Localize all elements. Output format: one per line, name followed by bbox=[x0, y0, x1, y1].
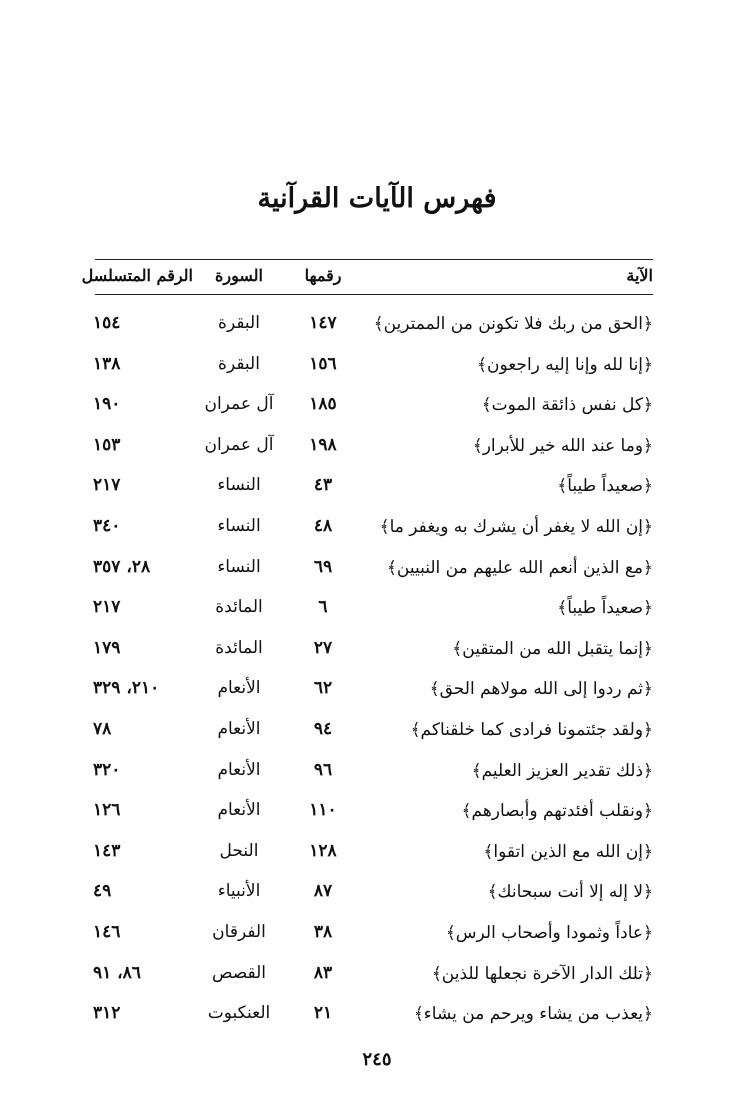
table-row bbox=[95, 712, 653, 752]
serial-number-cell: ١٧٩ bbox=[93, 637, 121, 658]
table-row bbox=[95, 956, 653, 996]
ayah-cell: ﴿إنما يتقبل الله من المتقين﴾ bbox=[452, 638, 653, 659]
serial-number-cell: ٨٦، ٩١ bbox=[93, 962, 141, 983]
table-body bbox=[95, 306, 653, 1026]
table-row bbox=[95, 631, 653, 671]
ayah-number-cell: ٣٨ bbox=[313, 922, 333, 942]
header-surah: السورة bbox=[215, 266, 263, 285]
table-row bbox=[95, 834, 653, 874]
ayah-cell: ﴿إن الله مع الذين اتقوا﴾ bbox=[483, 841, 653, 862]
surah-cell: الأنعام bbox=[217, 678, 261, 699]
surah-cell: العنكبوت bbox=[207, 1003, 271, 1024]
serial-number-cell: ٤٩ bbox=[93, 881, 112, 902]
serial-number-cell: ٣٢٠ bbox=[93, 759, 121, 780]
surah-cell: الأنبياء bbox=[217, 881, 261, 902]
ayah-number-cell: ١١٠ bbox=[309, 800, 337, 821]
table-row bbox=[95, 428, 653, 468]
ayah-cell: ﴿تلك الدار الآخرة نجعلها للذين﴾ bbox=[431, 963, 653, 984]
surah-cell: المائدة bbox=[215, 597, 263, 618]
serial-number-cell: ٣١٢ bbox=[93, 1003, 121, 1024]
table-row bbox=[95, 468, 653, 508]
surah-cell: الأنعام bbox=[217, 719, 261, 739]
serial-number-cell: ١٤٣ bbox=[93, 840, 121, 861]
ayah-number-cell: ١٥٦ bbox=[309, 353, 337, 374]
table-row bbox=[95, 915, 653, 955]
ayah-cell: ﴿وما عند الله خير للأبرار﴾ bbox=[472, 435, 653, 456]
ayah-cell: ﴿يعذب من يشاء ويرحم من يشاء﴾ bbox=[413, 1004, 653, 1025]
ayah-number-cell: ١٢٨ bbox=[309, 840, 337, 861]
serial-number-cell: ٢٨، ٣٥٧ bbox=[93, 556, 151, 577]
surah-cell: آل عمران bbox=[204, 434, 274, 455]
header-ayah: الآية bbox=[626, 266, 653, 285]
ayah-cell: ﴿الحق من ربك فلا تكونن من الممترين﴾ bbox=[373, 314, 653, 334]
ayah-cell: ﴿مع الذين أنعم الله عليهم من النبيين﴾ bbox=[386, 557, 653, 578]
table-row bbox=[95, 874, 653, 914]
ayah-cell: ﴿ولقد جئتمونا فرادى كما خلقناكم﴾ bbox=[410, 720, 653, 740]
ayah-number-cell: ٩٤ bbox=[313, 719, 333, 739]
serial-number-cell: ٣٤٠ bbox=[93, 516, 121, 536]
page-title: فهرس الآيات القرآنية bbox=[257, 183, 497, 214]
ayah-number-cell: ٤٣ bbox=[313, 475, 333, 496]
page-number: ٢٤٥ bbox=[362, 1049, 392, 1070]
table-row bbox=[95, 509, 653, 549]
ayah-number-cell: ١٤٧ bbox=[309, 313, 337, 333]
serial-number-cell: ٧٨ bbox=[93, 719, 112, 739]
table-row bbox=[95, 306, 653, 346]
ayah-cell: ﴿كل نفس ذائقة الموت﴾ bbox=[481, 395, 653, 416]
surah-cell: البقرة bbox=[218, 353, 260, 374]
surah-cell: القصص bbox=[211, 962, 267, 983]
ayah-cell: ﴿إن الله لا يغفر أن يشرك به ويغفر ما﴾ bbox=[379, 517, 653, 537]
header-serial: الرقم المتسلسل bbox=[81, 266, 193, 285]
serial-number-cell: ٢١٠، ٣٢٩ bbox=[93, 678, 160, 699]
header-number: رقمها bbox=[304, 266, 342, 285]
ayah-cell: ﴿ذلك تقدير العزيز العليم﴾ bbox=[471, 760, 653, 781]
serial-number-cell: ١٣٨ bbox=[93, 353, 121, 374]
surah-cell: آل عمران bbox=[204, 394, 274, 415]
table-row bbox=[95, 753, 653, 793]
surah-cell: المائدة bbox=[215, 637, 263, 658]
serial-number-cell: ٢١٧ bbox=[93, 475, 121, 496]
ayah-number-cell: ٤٨ bbox=[313, 516, 333, 536]
surah-cell: البقرة bbox=[218, 313, 260, 333]
ayah-number-cell: ١٩٨ bbox=[309, 434, 337, 455]
ayah-number-cell: ١٨٥ bbox=[309, 394, 337, 415]
ayah-cell: ﴿صعيداً طيباً﴾ bbox=[557, 598, 653, 619]
ayah-number-cell: ٦٢ bbox=[313, 678, 333, 699]
serial-number-cell: ١٥٣ bbox=[93, 434, 121, 455]
ayah-cell: ﴿عاداً وثمودا وأصحاب الرس﴾ bbox=[445, 923, 653, 943]
surah-cell: النساء bbox=[217, 556, 261, 577]
surah-cell: النساء bbox=[217, 516, 261, 536]
ayah-cell: ﴿ونقلب أفئدتهم وأبصارهم﴾ bbox=[461, 801, 653, 822]
ayah-number-cell: ٦ bbox=[318, 597, 328, 618]
table-header-rule bbox=[95, 294, 653, 295]
surah-cell: الأنعام bbox=[217, 759, 261, 780]
serial-number-cell: ١٩٠ bbox=[93, 394, 121, 415]
ayah-number-cell: ٢٧ bbox=[313, 637, 333, 658]
ayah-number-cell: ٨٧ bbox=[313, 881, 333, 902]
serial-number-cell: ٢١٧ bbox=[93, 597, 121, 618]
serial-number-cell: ١٥٤ bbox=[93, 313, 121, 333]
table-row bbox=[95, 671, 653, 711]
ayah-cell: ﴿لا إله إلا أنت سبحانك﴾ bbox=[487, 882, 653, 903]
surah-cell: الفرقان bbox=[212, 922, 266, 942]
table-row bbox=[95, 996, 653, 1036]
ayah-cell: ﴿صعيداً طيباً﴾ bbox=[557, 476, 653, 497]
ayah-number-cell: ٨٣ bbox=[313, 962, 333, 983]
table-row bbox=[95, 550, 653, 590]
surah-cell: النساء bbox=[217, 475, 261, 496]
serial-number-cell: ١٢٦ bbox=[93, 800, 121, 821]
table-row bbox=[95, 793, 653, 833]
serial-number-cell: ١٤٦ bbox=[93, 922, 121, 942]
ayah-cell: ﴿ثم ردوا إلى الله مولاهم الحق﴾ bbox=[429, 679, 653, 700]
table-header bbox=[81, 259, 653, 294]
surah-cell: الأنعام bbox=[217, 800, 261, 821]
table-row bbox=[95, 347, 653, 387]
table-row bbox=[95, 387, 653, 427]
ayah-cell: ﴿إنا لله وإنا إليه راجعون﴾ bbox=[477, 354, 653, 375]
table-row bbox=[95, 590, 653, 630]
ayah-number-cell: ٩٦ bbox=[313, 759, 333, 780]
ayah-number-cell: ٦٩ bbox=[313, 556, 333, 577]
surah-cell: النحل bbox=[219, 840, 259, 861]
ayah-number-cell: ٢١ bbox=[313, 1003, 333, 1024]
